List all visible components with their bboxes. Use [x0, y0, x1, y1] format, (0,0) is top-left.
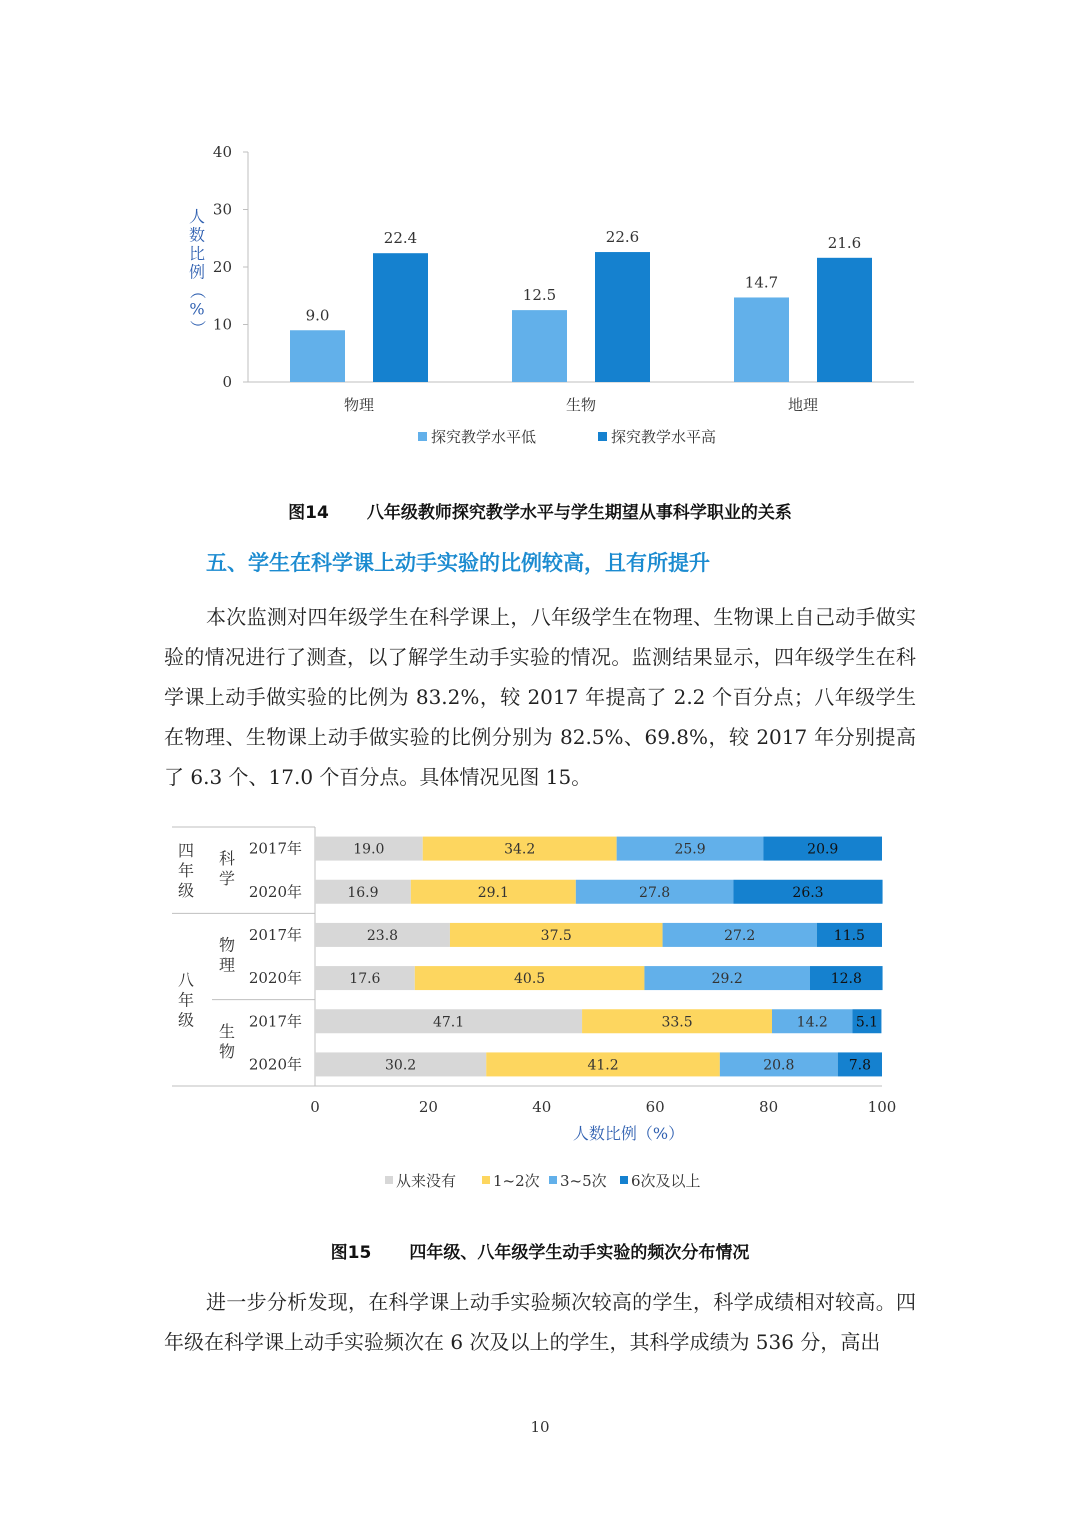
x-tick-label: 20 — [418, 1098, 438, 1116]
segment-value-label: 16.9 — [347, 884, 379, 901]
segment-value-label: 27.8 — [639, 884, 671, 901]
figure14-caption — [0, 498, 1080, 523]
legend-swatch — [482, 1176, 490, 1184]
legend-label: 3~5次 — [560, 1172, 607, 1190]
bar-value-label: 9.0 — [305, 306, 330, 325]
legend-label: 探究教学水平低 — [431, 428, 537, 446]
grade-label-char: 年 — [177, 990, 195, 1010]
segment-value-label: 30.2 — [385, 1057, 417, 1074]
legend-swatch — [598, 432, 607, 441]
bar-value-label: 22.4 — [383, 229, 418, 248]
section-heading: 五、学生在科学课上动手实验的比例较高，且有所提升 — [206, 551, 710, 575]
grade-label-char: 八 — [177, 970, 195, 990]
y-tick-label: 40 — [212, 143, 232, 161]
segment-value-label: 20.8 — [763, 1057, 795, 1074]
legend-label: 从来没有 — [396, 1172, 457, 1190]
row-year-label: 2017年 — [248, 1012, 302, 1031]
segment-value-label: 17.6 — [349, 971, 381, 988]
legend-swatch — [549, 1176, 557, 1184]
bar-value-label: 14.7 — [744, 273, 779, 292]
segment-value-label: 5.1 — [855, 1014, 879, 1031]
segment-value-label: 47.1 — [432, 1014, 465, 1031]
legend-label: 6次及以上 — [631, 1172, 701, 1190]
legend-label: 探究教学水平高 — [611, 428, 717, 446]
segment-value-label: 29.1 — [477, 884, 509, 901]
y-tick-label: 10 — [212, 315, 232, 334]
x-tick-label: 80 — [759, 1098, 779, 1116]
legend-swatch — [418, 432, 427, 441]
legend-swatch — [620, 1176, 628, 1184]
row-year-label: 2020年 — [248, 882, 302, 901]
legend-swatch — [385, 1176, 393, 1184]
page-number: 10 — [530, 1418, 550, 1436]
y-axis-label-char: % — [189, 299, 205, 319]
segment-value-label: 25.9 — [674, 841, 706, 858]
bar — [734, 297, 789, 382]
x-axis-label: 人数比例（%） — [572, 1124, 685, 1143]
segment-value-label: 33.5 — [661, 1014, 693, 1031]
segment-value-label: 23.8 — [366, 927, 399, 944]
bar — [290, 330, 345, 382]
bar-value-label: 12.5 — [522, 286, 557, 305]
paragraph-1: 本次监测对四年级学生在科学课上，八年级学生在物理、生物课上自己动手做实验的情况进行了测查，以了解学生动手实验的情况。监测结果显示，四年级学生在科学课上动手做实验的比例为 83.2%，较 2017 年提高了 2.2 个百分点；八年级学生在物理、生物课上动手做实验的比例分别为 82.5%、69.8%，较 2017 年分别提高了 6.3 个、17.0 个百分点。具体情况见图 15。 — [164, 605, 916, 789]
x-tick-label: 100 — [867, 1098, 897, 1116]
figure14-caption-text: 八年级教师探究教学水平与学生期望从事科学职业的关系 — [366, 503, 792, 523]
grade-label-char: 级 — [177, 881, 195, 901]
x-tick-label: 40 — [532, 1098, 552, 1116]
figure14-caption-number: 图14 — [288, 503, 329, 523]
paragraph-2: 进一步分析发现，在科学课上动手实验频次较高的学生，科学成绩相对较高。四年级在科学课上动手实验频次在 6 次及以上的学生，其科学成绩为 536 分，高出 — [164, 1290, 916, 1354]
x-category-label: 生物 — [565, 396, 597, 414]
bar-value-label: 21.6 — [827, 233, 862, 252]
segment-value-label: 14.2 — [796, 1014, 828, 1031]
x-tick-label: 60 — [645, 1098, 665, 1116]
y-tick-label: 0 — [222, 373, 232, 391]
x-category-label: 物理 — [343, 396, 375, 414]
bar — [512, 310, 567, 382]
grade-label-char: 四 — [177, 841, 195, 861]
bar — [373, 253, 428, 382]
segment-value-label: 26.3 — [792, 884, 824, 901]
figure15-stacked-bar-chart — [0, 810, 1080, 1210]
y-axis-label-char: 人 — [188, 207, 206, 226]
figure15-caption-text: 四年级、八年级学生动手实验的频次分布情况 — [409, 1243, 750, 1263]
row-year-label: 2017年 — [248, 839, 302, 858]
segment-value-label: 19.0 — [353, 841, 385, 858]
legend-label: 1~2次 — [493, 1172, 540, 1190]
bar — [595, 252, 650, 382]
row-year-label: 2017年 — [248, 925, 302, 944]
segment-value-label: 27.2 — [724, 927, 756, 944]
x-tick-label: 0 — [310, 1098, 320, 1116]
row-year-label: 2020年 — [248, 1055, 302, 1074]
y-tick-label: 20 — [212, 258, 232, 276]
segment-value-label: 40.5 — [514, 971, 546, 988]
segment-value-label: 37.5 — [540, 927, 572, 944]
segment-value-label: 41.2 — [587, 1057, 619, 1074]
row-year-label: 2020年 — [248, 969, 302, 988]
y-tick-label: 30 — [212, 200, 232, 219]
grade-label-char: 年 — [177, 861, 195, 881]
y-axis-label-char: 例 — [188, 262, 206, 282]
grade-label-char: 级 — [177, 1010, 195, 1030]
subject-label-char: 物 — [218, 1041, 236, 1061]
x-category-label: 地理 — [787, 396, 819, 414]
segment-value-label: 11.5 — [833, 927, 865, 944]
figure14-bar-chart — [0, 0, 1080, 470]
subject-label-char: 科 — [218, 849, 236, 869]
subject-label-char: 生 — [218, 1021, 236, 1041]
y-axis-label-char: 数 — [188, 225, 206, 245]
y-axis-label-char: 比 — [188, 244, 206, 263]
segment-value-label: 34.2 — [504, 841, 536, 858]
subject-label-char: 理 — [218, 955, 236, 975]
segment-value-label: 29.2 — [711, 971, 743, 988]
figure15-caption — [0, 1238, 1080, 1263]
segment-value-label: 20.9 — [807, 841, 839, 858]
y-axis-label-char: ） — [188, 319, 207, 337]
segment-value-label: 7.8 — [848, 1057, 872, 1074]
y-axis-label-char: （ — [188, 282, 207, 300]
figure15-caption-number: 图15 — [330, 1243, 372, 1263]
bar — [817, 258, 872, 382]
bar-value-label: 22.6 — [605, 228, 640, 247]
subject-label-char: 物 — [218, 935, 236, 955]
subject-label-char: 学 — [218, 869, 236, 889]
segment-value-label: 12.8 — [830, 971, 862, 988]
